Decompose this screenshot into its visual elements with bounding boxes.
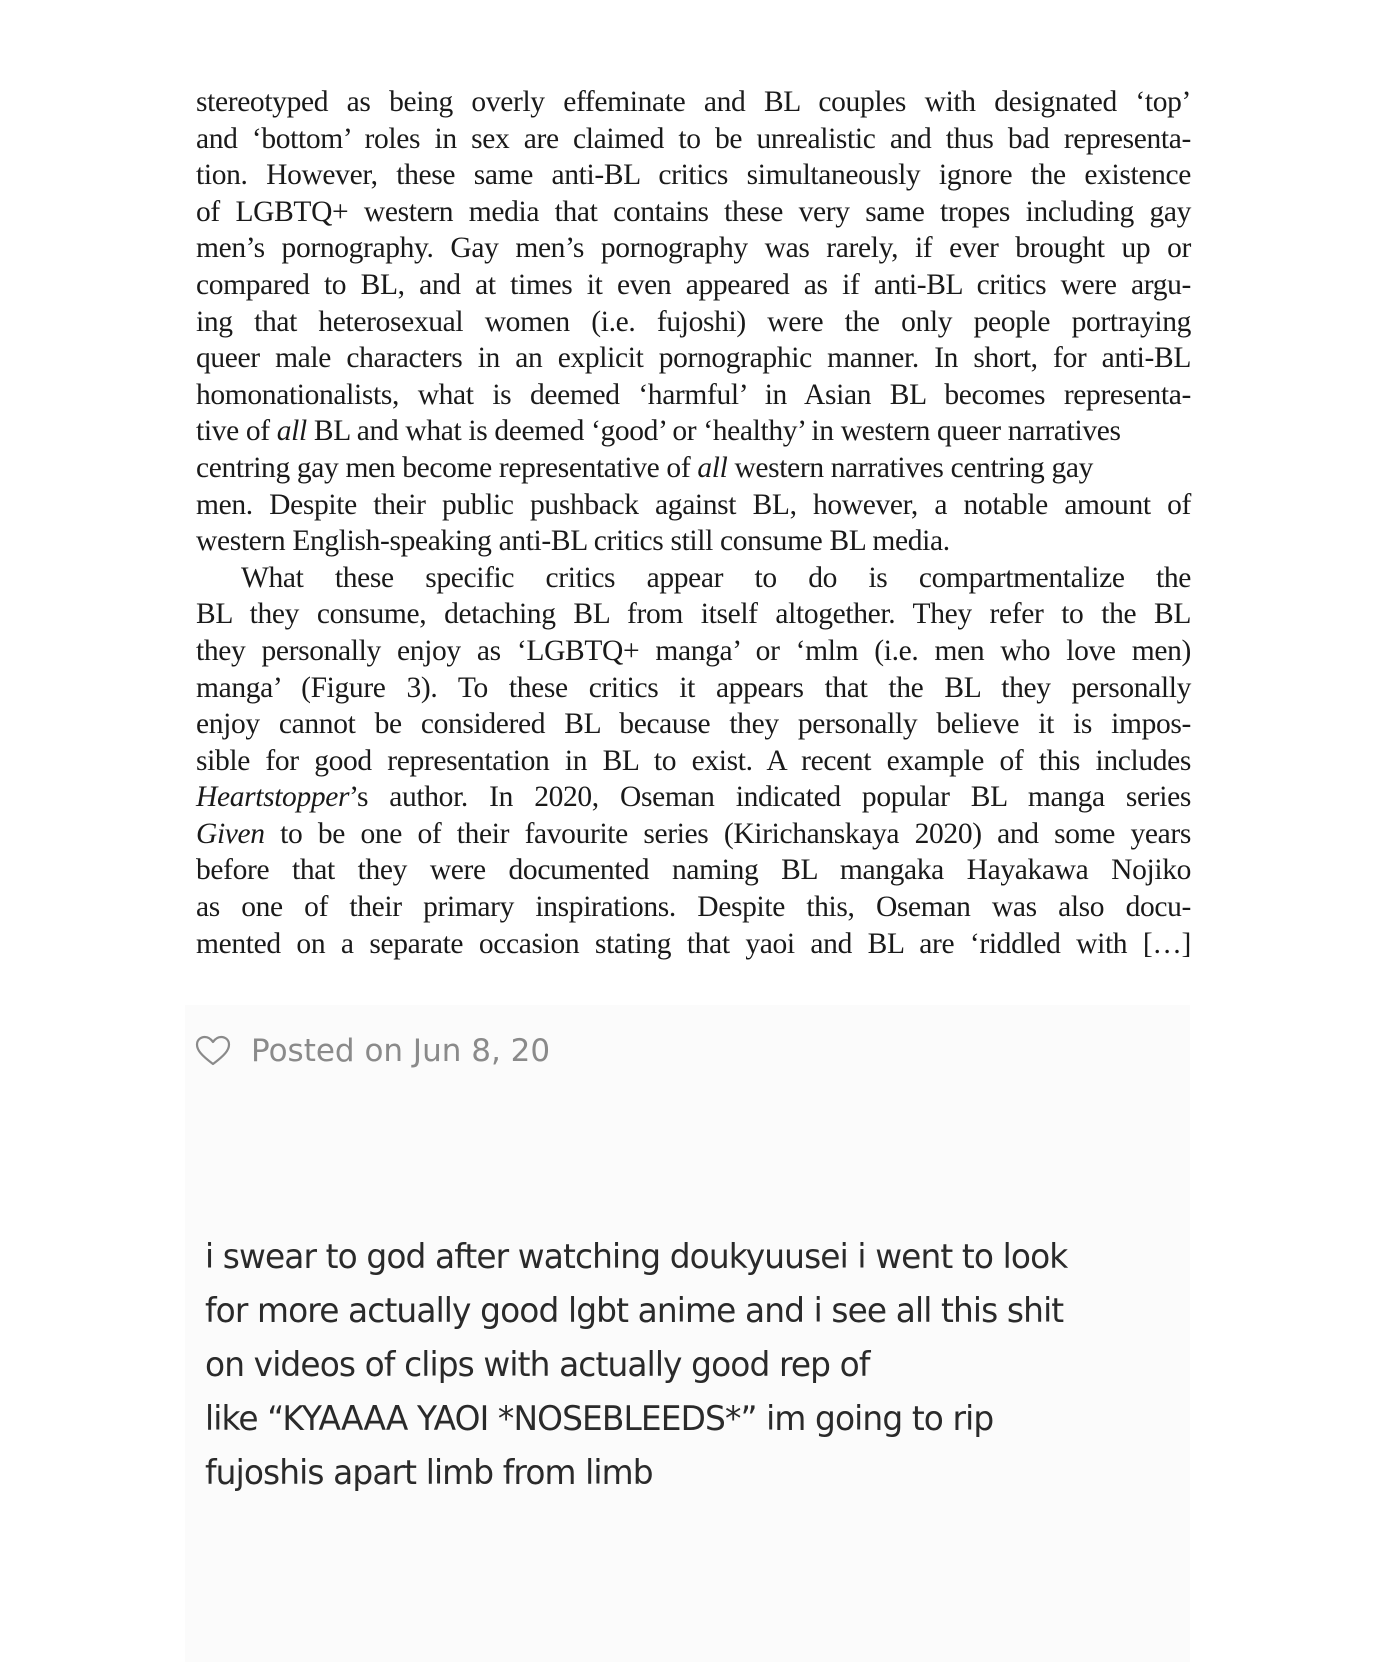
text-line: and ‘bottom’ roles in sex are claimed to be unrealistic and thus bad representa- — [196, 122, 1191, 155]
text-line: BL they consume, detaching BL from itself altogether. They refer to the BL — [196, 598, 1191, 631]
text-line: stereotyped as being overly effeminate and BL couples with designated ‘top’ — [196, 86, 1191, 118]
emphasis: all — [697, 451, 728, 484]
text-span: centring gay men become representative of — [196, 451, 698, 484]
text-line — [196, 450, 1191, 487]
post-meta — [195, 1033, 550, 1069]
text-line: ing that heterosexual women (i.e. fujoshi) were the only people portraying — [196, 305, 1191, 338]
text-line: sible for good representation in BL to exist. A recent example of this includes — [196, 744, 1191, 777]
text-line: before that they were documented naming BL mangaka Hayakawa Nojiko — [196, 854, 1191, 887]
text-line — [196, 413, 1191, 450]
text-span: western narratives centring gay — [727, 451, 1094, 484]
post-line: fujoshis apart limb from limb — [205, 1453, 653, 1492]
post-body — [205, 1230, 1185, 1500]
text-line: queer male characters in an explicit pornographic manner. In short, for anti-BL — [196, 342, 1191, 375]
post-line: like “KYAAAA YAOI *NOSEBLEEDS*” im going to rip — [205, 1399, 994, 1438]
text-line: mented on a separate occasion stating that yaoi and BL are ‘riddled with […] — [196, 927, 1191, 960]
posted-date: Posted on Jun 8, 20 — [251, 1033, 551, 1069]
text-line: What these specific critics appear to do is compartmentalize the — [241, 561, 1191, 594]
text-span: tive of — [196, 415, 277, 448]
heart-outline-icon[interactable] — [195, 1035, 231, 1067]
body-text — [196, 84, 1191, 962]
text-line: western English-speaking anti-BL critics still consume BL media. — [196, 525, 950, 558]
text-line: as one of their primary inspirations. Despite this, Oseman was also docu- — [196, 891, 1191, 924]
text-line: they personally enjoy as ‘LGBTQ+ manga’ or ‘mlm (i.e. men who love men) — [196, 634, 1191, 667]
text-line: homonationalists, what is deemed ‘harmful’ in Asian BL becomes representa- — [196, 378, 1191, 411]
post-line: on videos of clips with actually good rep of — [205, 1345, 870, 1384]
post-line: for more actually good lgbt anime and i see all this shit — [205, 1291, 1064, 1330]
figure-post-screenshot — [185, 1005, 1190, 1662]
text-line — [196, 779, 1191, 816]
emphasis: Given — [196, 817, 265, 850]
text-span: to be one of their favourite series (Kirichanskaya 2020) and some years — [264, 817, 1191, 850]
emphasis: Heartstopper — [196, 781, 350, 814]
text-line: compared to BL, and at times it even appeared as if anti-BL critics were argu- — [196, 268, 1191, 301]
text-span: ’s author. In 2020, Oseman indicated popular BL manga series — [349, 781, 1191, 814]
post-line: i swear to god after watching doukyuusei i went to look — [205, 1237, 1068, 1276]
text-line — [196, 816, 1191, 853]
text-line: of LGBTQ+ western media that contains these very same tropes including gay — [196, 195, 1191, 228]
text-line: men. Despite their public pushback against BL, however, a notable amount of — [196, 488, 1191, 521]
text-line: enjoy cannot be considered BL because they personally believe it is impos- — [196, 708, 1191, 741]
text-span: BL and what is deemed ‘good’ or ‘healthy’ in western queer narratives — [306, 415, 1121, 448]
emphasis: all — [276, 415, 307, 448]
text-line: manga’ (Figure 3). To these critics it appears that the BL they personally — [196, 671, 1191, 704]
text-line: tion. However, these same anti-BL critics simultaneously ignore the existence — [196, 159, 1191, 192]
text-line: men’s pornography. Gay men’s pornography was rarely, if ever brought up or — [196, 232, 1191, 265]
